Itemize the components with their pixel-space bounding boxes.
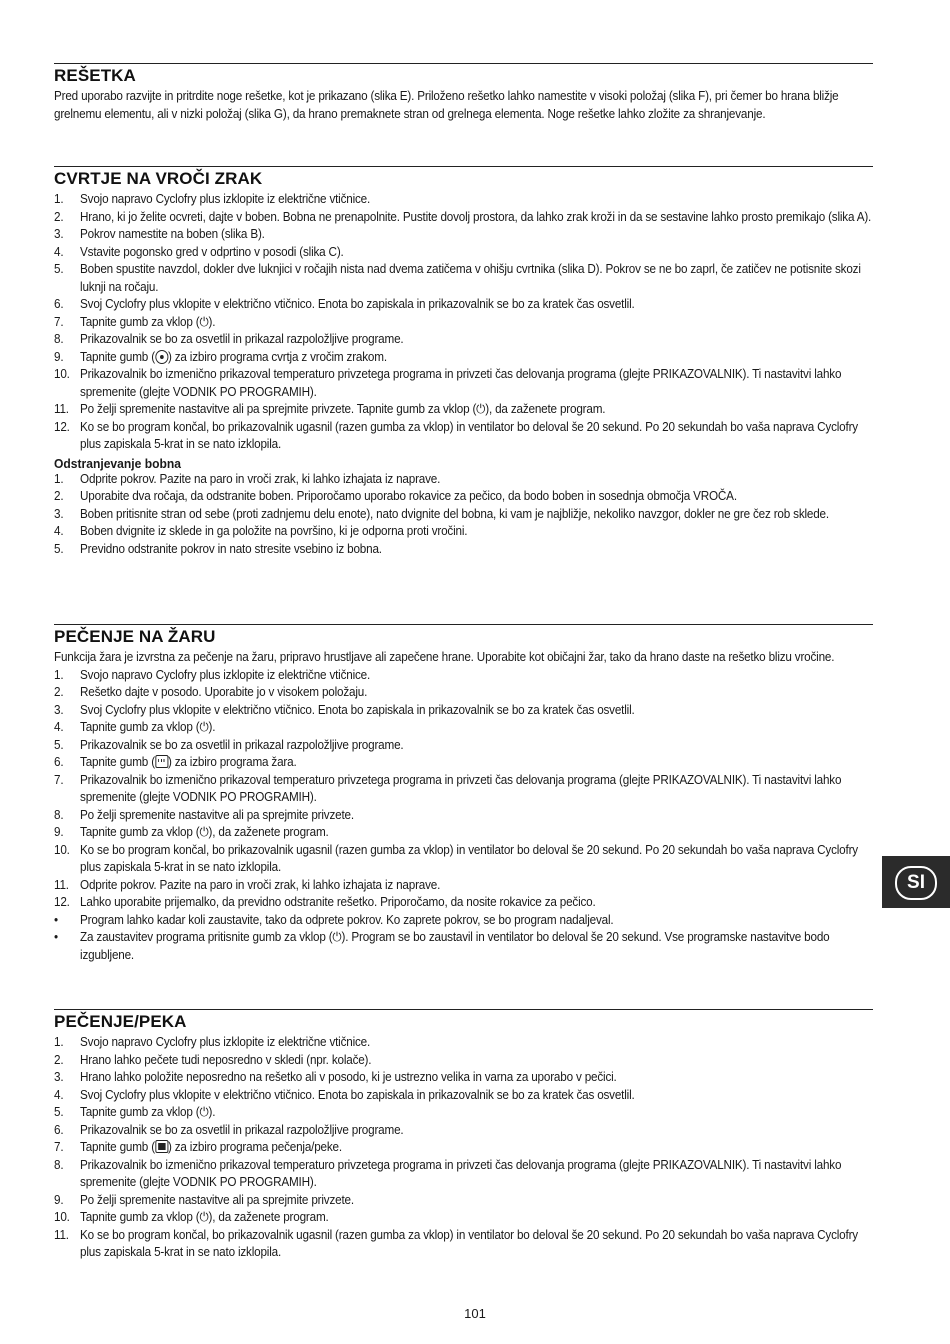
list-item bbox=[54, 506, 872, 524]
list-text: Svojo napravo Cyclofry plus izklopite iz električne vtičnice. bbox=[80, 192, 371, 206]
subsection-title: Odstranjevanje bobna bbox=[54, 455, 181, 471]
list-text: Svoj Cyclofry plus vklopite v električno vtičnico. Enota bo zapiskala in prikazovalnik se bo za kratek čas osvetlil. bbox=[80, 297, 635, 311]
list-item bbox=[54, 1157, 872, 1192]
bake-icon bbox=[155, 1140, 168, 1153]
list-text: Rešetko dajte v posodo. Uporabite jo v visokem položaju. bbox=[80, 685, 368, 699]
list-text: Pokrov namestite na boben (slika B). bbox=[80, 227, 265, 241]
list-item bbox=[54, 737, 872, 755]
list-item bbox=[54, 1087, 872, 1105]
list-text: Po želji spremenite nastavitve ali pa sprejmite privzete. Tapnite gumb za vklop (⏻), da zaženete program. bbox=[80, 402, 606, 416]
list-number: 2. bbox=[54, 209, 64, 224]
section-divider bbox=[54, 624, 873, 625]
list-number: 10. bbox=[54, 367, 70, 381]
list-text: ) za izbiro programa cvrtja z vročim zrakom. bbox=[167, 349, 387, 364]
list-item bbox=[54, 1209, 872, 1227]
list-item bbox=[54, 541, 872, 559]
list-text: Program lahko kadar koli zaustavite, tako da odprete pokrov. Ko zaprete pokrov, se bo program nadaljeval. bbox=[80, 912, 614, 927]
list-number: 6. bbox=[54, 297, 64, 311]
list-text: Tapnite gumb za vklop (⏻). bbox=[80, 720, 216, 734]
list-number: 4. bbox=[54, 524, 64, 538]
list-item bbox=[54, 209, 872, 227]
list-text: Svojo napravo Cyclofry plus izklopite iz električne vtičnice. bbox=[80, 667, 371, 682]
list-item bbox=[54, 807, 872, 825]
list-number: 10. bbox=[54, 1210, 70, 1224]
grill-icon bbox=[155, 755, 168, 768]
list-item bbox=[54, 877, 872, 895]
list-text: Prikazovalnik bo izmenično prikazoval temperaturo privzetega programa in privzeti čas delovanja programa (glejte PRIKAZOVALNIK). Ti nastavitvi lahko spremenite (glejte VODNIK PO PROGRAMIH). bbox=[80, 367, 842, 399]
list-number: 7. bbox=[54, 772, 64, 787]
list-item bbox=[54, 244, 872, 262]
list-number: 5. bbox=[54, 1105, 64, 1119]
section-pecenje-zar bbox=[54, 624, 873, 964]
list-text: Hrano lahko pečete tudi neposredno v skledi (npr. kolače). bbox=[80, 1052, 372, 1067]
list-number: 4. bbox=[54, 244, 64, 259]
list-text: Uporabite dva ročaja, da odstranite boben. Priporočamo uporabo rokavice za pečico, da bodo boben in sosednja območja VROČA. bbox=[80, 489, 737, 503]
list-number: 3. bbox=[54, 1070, 64, 1084]
list-text: Tapnite gumb za vklop (⏻). bbox=[80, 1105, 216, 1119]
list-text: Prikazovalnik bo izmenično prikazoval temperaturo privzetega programa in privzeti čas delovanja programa (glejte PRIKAZOVALNIK). Ti nastavitvi lahko spremenite (glejte VODNIK PO PROGRAMIH). bbox=[80, 1157, 842, 1189]
list-number: 3. bbox=[54, 702, 64, 717]
list-text: Svoj Cyclofry plus vklopite v električno vtičnico. Enota bo zapiskala in prikazovalnik se bo za kratek čas osvetlil. bbox=[80, 1087, 635, 1102]
list-item bbox=[54, 1139, 872, 1157]
list-number: 12. bbox=[54, 419, 70, 434]
language-badge: SI bbox=[895, 866, 937, 900]
section-divider bbox=[54, 1009, 873, 1010]
list-text: Svojo napravo Cyclofry plus izklopite iz električne vtičnice. bbox=[80, 1035, 371, 1049]
list-item bbox=[54, 1034, 872, 1052]
list-item bbox=[54, 1122, 872, 1140]
list-number: 2. bbox=[54, 685, 64, 699]
list-number: 5. bbox=[54, 262, 64, 276]
list-text: Boben pritisnite stran od sebe (proti zadnjemu delu enote), nato dvignite del bobna, ki vam je najbližje, nekoliko navzgor, dokler ne gre čez rob sklede. bbox=[80, 506, 829, 521]
section-paragraph: Pred uporabo razvijte in pritrdite noge rešetke, kot je prikazano (slika E). Priloženo rešetko lahko namestite v visoki položaj (slika F), pri čemer bo hrana bližje grelnemu elementu, ali v nizki položaj (slika G), da hrano premaknete stran od grelnega elementa. Noge rešetke lahko zložite za shranjevanje. bbox=[54, 89, 839, 121]
list-number: 6. bbox=[54, 1122, 64, 1137]
numbered-list bbox=[54, 667, 872, 965]
list-text: Za zaustavitev programa pritisnite gumb za vklop (⏻). Program se bo zaustavil in ventilator bo deloval še 20 sekund. Vse programske nastavitve bodo izgubljene. bbox=[80, 930, 830, 962]
list-item bbox=[54, 349, 872, 367]
list-text: Tapnite gumb za vklop (⏻). bbox=[80, 314, 216, 329]
list-number: 11. bbox=[54, 402, 69, 416]
list-text: ) za izbiro programa žara. bbox=[167, 755, 297, 769]
list-number: 8. bbox=[54, 332, 64, 346]
list-text: Tapnite gumb ( bbox=[80, 1140, 155, 1154]
list-item bbox=[54, 191, 872, 209]
list-number: 6. bbox=[54, 755, 64, 769]
list-number: 9. bbox=[54, 349, 64, 364]
list-text: ) za izbiro programa pečenja/peke. bbox=[167, 1140, 342, 1154]
section-title: PEČENJE NA ŽARU bbox=[54, 627, 216, 646]
list-item bbox=[54, 1227, 872, 1262]
list-item bbox=[54, 471, 872, 489]
fan-icon bbox=[155, 350, 168, 364]
list-item bbox=[54, 1069, 872, 1087]
bullet-item bbox=[54, 912, 872, 930]
list-item bbox=[54, 523, 872, 541]
section-divider bbox=[54, 166, 873, 167]
numbered-list bbox=[54, 1034, 872, 1262]
list-text: Vstavite pogonsko gred v odprtino v posodi (slika C). bbox=[80, 244, 344, 259]
list-text: Svoj Cyclofry plus vklopite v električno vtičnico. Enota bo zapiskala in prikazovalnik se bo za kratek čas osvetlil. bbox=[80, 702, 635, 717]
list-text: Tapnite gumb za vklop (⏻), da zaženete program. bbox=[80, 825, 329, 839]
list-item bbox=[54, 667, 872, 685]
list-item bbox=[54, 419, 872, 454]
list-text: Hrano, ki jo želite ocvreti, dajte v boben. Bobna ne prenapolnite. Pustite dovolj prostora, da lahko zrak kroži in da se sestavine lahko prosto premikajo (slika A). bbox=[80, 209, 872, 224]
list-text: Po želji spremenite nastavitve ali pa sprejmite privzete. bbox=[80, 807, 354, 822]
list-text: Odprite pokrov. Pazite na paro in vroči zrak, ki lahko izhajata iz naprave. bbox=[80, 877, 441, 892]
list-number: 3. bbox=[54, 506, 64, 521]
list-text: Prikazovalnik se bo za osvetlil in prikazal razpoložljive programe. bbox=[80, 1122, 404, 1137]
list-number: 4. bbox=[54, 1087, 64, 1102]
list-text: Prikazovalnik bo izmenično prikazoval temperaturo privzetega programa in privzeti čas delovanja programa (glejte PRIKAZOVALNIK). Ti nastavitvi lahko spremenite (glejte VODNIK PO PROGRAMIH). bbox=[80, 772, 842, 804]
list-number: 1. bbox=[54, 192, 64, 206]
section-title: PEČENJE/PEKA bbox=[54, 1012, 187, 1031]
section-pecenje-peka bbox=[54, 1009, 873, 1262]
list-text: Tapnite gumb ( bbox=[80, 349, 155, 364]
list-item bbox=[54, 488, 872, 506]
list-item bbox=[54, 401, 872, 419]
list-text: Ko se bo program končal, bo prikazovalnik ugasnil (razen gumba za vklop) in ventilator bo deloval še 20 sekund. Po 20 sekundah bo vaša naprava Cyclofry plus zapiskala 5-krat in se nato izklopila. bbox=[80, 1227, 858, 1259]
list-number: 2. bbox=[54, 1052, 64, 1067]
list-item bbox=[54, 261, 872, 296]
section-divider bbox=[54, 63, 873, 64]
list-number: 5. bbox=[54, 541, 64, 556]
list-number: 5. bbox=[54, 737, 64, 752]
list-text: Po želji spremenite nastavitve ali pa sprejmite privzete. bbox=[80, 1192, 354, 1207]
list-item bbox=[54, 754, 872, 772]
bullet-item bbox=[54, 929, 872, 964]
list-number: 11. bbox=[54, 877, 69, 892]
list-number: 9. bbox=[54, 1192, 64, 1207]
section-title: REŠETKA bbox=[54, 66, 136, 85]
list-number: • bbox=[54, 930, 58, 944]
list-item bbox=[54, 226, 872, 244]
page-number: 101 bbox=[464, 1306, 486, 1321]
list-text: Lahko uporabite prijemalko, da previdno odstranite rešetko. Priporočamo, da nosite rokavice za pečico. bbox=[80, 895, 596, 909]
list-number: 4. bbox=[54, 720, 64, 734]
language-tab bbox=[882, 856, 950, 908]
list-item bbox=[54, 684, 872, 702]
list-item bbox=[54, 366, 872, 401]
list-number: 8. bbox=[54, 1157, 64, 1172]
list-number: 1. bbox=[54, 667, 64, 682]
list-item bbox=[54, 894, 872, 912]
list-number: • bbox=[54, 912, 58, 927]
list-item bbox=[54, 824, 872, 842]
list-item bbox=[54, 1192, 872, 1210]
list-item bbox=[54, 702, 872, 720]
list-text: Previdno odstranite pokrov in nato stresite vsebino iz bobna. bbox=[80, 541, 382, 556]
section-cvrtje bbox=[54, 166, 873, 558]
list-number: 10. bbox=[54, 842, 70, 857]
list-item bbox=[54, 314, 872, 332]
list-text: Boben spustite navzdol, dokler dve luknjici v ročajih nista nad dvema zatičema v ohišju cvrtnika (slika D). Pokrov se ne bo zaprl, če zatičev ne potisnite skozi luknji na ročaju. bbox=[80, 262, 861, 294]
list-item bbox=[54, 1052, 872, 1070]
list-number: 3. bbox=[54, 227, 64, 241]
list-number: 11. bbox=[54, 1227, 69, 1242]
list-text: Boben dvignite iz sklede in ga položite na površino, ki je odporna proti vročini. bbox=[80, 524, 468, 538]
list-number: 2. bbox=[54, 489, 64, 503]
numbered-list bbox=[54, 191, 872, 454]
list-number: 7. bbox=[54, 1140, 64, 1154]
section-paragraph: Funkcija žara je izvrstna za pečenje na žaru, pripravo hrustljave ali zapečene hrane. Uporabite kot običajni žar, tako da hrano daste na rešetko blizu vročine. bbox=[54, 650, 835, 664]
list-number: 9. bbox=[54, 825, 64, 839]
list-number: 7. bbox=[54, 314, 64, 329]
list-number: 1. bbox=[54, 471, 64, 486]
list-text: Tapnite gumb ( bbox=[80, 755, 155, 769]
section-title: CVRTJE NA VROČI ZRAK bbox=[54, 169, 263, 188]
list-text: Hrano lahko položite neposredno na rešetko ali v posodo, ki je ustrezno velika in varna za uporabo v pečici. bbox=[80, 1070, 617, 1084]
list-text: Ko se bo program končal, bo prikazovalnik ugasnil (razen gumba za vklop) in ventilator bo deloval še 20 sekund. Po 20 sekundah bo vaša naprava Cyclofry plus zapiskala 5-krat in se nato izklopila. bbox=[80, 842, 858, 874]
list-number: 1. bbox=[54, 1035, 64, 1049]
list-item bbox=[54, 296, 872, 314]
list-number: 12. bbox=[54, 895, 70, 909]
list-item bbox=[54, 842, 872, 877]
section-resetka bbox=[54, 63, 873, 123]
list-item bbox=[54, 1104, 872, 1122]
list-text: Prikazovalnik se bo za osvetlil in prikazal razpoložljive programe. bbox=[80, 737, 404, 752]
numbered-list bbox=[54, 471, 872, 559]
list-number: 8. bbox=[54, 807, 64, 822]
list-text: Odprite pokrov. Pazite na paro in vroči zrak, ki lahko izhajata iz naprave. bbox=[80, 471, 441, 486]
list-item bbox=[54, 331, 872, 349]
list-text: Prikazovalnik se bo za osvetlil in prikazal razpoložljive programe. bbox=[80, 332, 404, 346]
list-item bbox=[54, 772, 872, 807]
list-text: Ko se bo program končal, bo prikazovalnik ugasnil (razen gumba za vklop) in ventilator bo deloval še 20 sekund. Po 20 sekundah bo vaša naprava Cyclofry plus zapiskala 5-krat in se nato izklopila. bbox=[80, 419, 858, 451]
list-text: Tapnite gumb za vklop (⏻), da zaženete program. bbox=[80, 1210, 329, 1224]
list-item bbox=[54, 719, 872, 737]
